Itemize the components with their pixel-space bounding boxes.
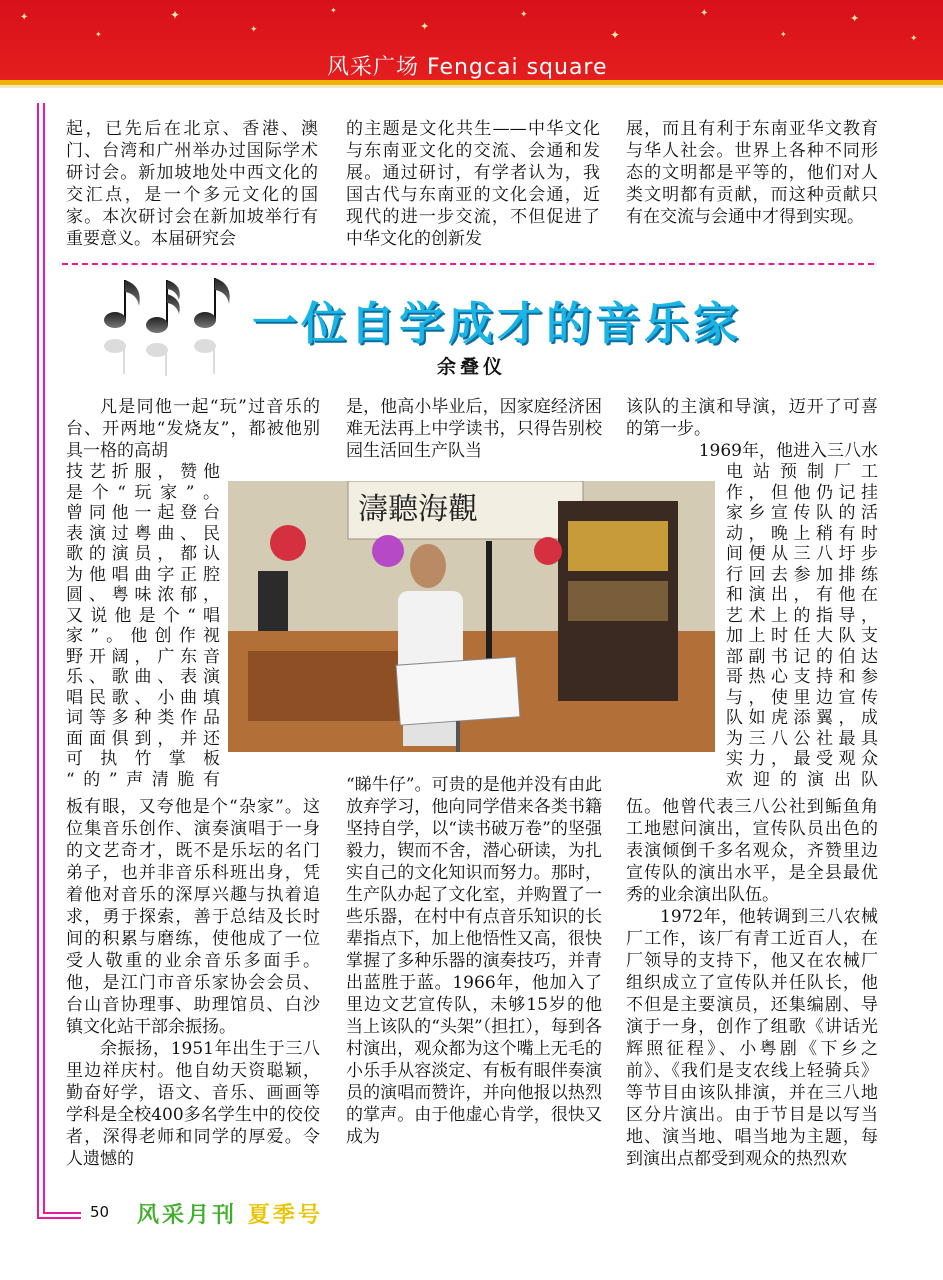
text-line: 技艺折服，赞他 bbox=[66, 462, 220, 482]
star-decoration-icon: ✦ bbox=[700, 8, 709, 19]
text-line: 哥热心支持和参 bbox=[726, 667, 878, 687]
text-line: 曾同他一起登台 bbox=[66, 503, 220, 523]
paragraph: 1972年，他转调到三八农械厂工作，该厂有青工近百人，在厂领导的支持下，他又在农械厂组织成立了宣传队并任队长，他不但是主要演员，还集编剧、导演于一身，创作了组歌《讲话光辉照征程》、小粤剧《下乡之前》、《我们是支农线上轻骑兵》等节目由该队排演，并在三八地区分片演出。由于节目是以写当地、演当地、唱当地为主题，每到演出点都受到观众的热烈欢 bbox=[626, 907, 878, 1169]
text-line: 可执竹掌板 bbox=[66, 749, 220, 769]
magazine-issue: 夏季号 bbox=[247, 1203, 323, 1228]
text-line: 与，使里边宣传 bbox=[726, 687, 878, 708]
magazine-name bbox=[137, 1198, 323, 1229]
text-line: 为他唱曲字正腔 bbox=[66, 564, 220, 585]
paragraph: 1969年，他进入三八水 bbox=[698, 441, 878, 461]
text-line: 和演出，有他在 bbox=[726, 585, 878, 605]
frame-line-left-inner bbox=[43, 103, 45, 1213]
paragraph: 余振扬，1951年出生于三八里边祥庆村。他自幼天资聪颖，勤奋好学，语文、音乐、画画等学科是全校400多名学生中的佼佼者，深得老师和同学的厚爱。令人遗憾的 bbox=[66, 1039, 320, 1169]
text-line: 是个“玩家”。 bbox=[66, 482, 220, 503]
article-column-2-top bbox=[346, 396, 602, 462]
musician-photo-illustration bbox=[228, 481, 715, 752]
text-line: 乐、歌曲、表演 bbox=[66, 667, 220, 687]
header-stripe-light bbox=[0, 85, 943, 88]
magazine-title: 风采月刊 bbox=[137, 1203, 238, 1228]
text-line: 歌的演员，都认 bbox=[66, 544, 220, 564]
article-column-1-bottom bbox=[66, 796, 320, 1170]
star-decoration-icon: ✦ bbox=[20, 12, 29, 23]
section-title: 风采广场 Fengcai square bbox=[327, 55, 608, 80]
star-decoration-icon: ✦ bbox=[610, 28, 621, 42]
header-banner bbox=[0, 0, 943, 80]
article-column-3-wrap bbox=[726, 462, 878, 790]
article-column-1-wrap bbox=[66, 462, 220, 790]
star-decoration-icon: ✦ bbox=[910, 34, 918, 44]
text-line: 队如虎添翼，成 bbox=[726, 708, 878, 728]
text-line: 作，但他仍记挂 bbox=[726, 482, 878, 503]
text-line: 加上时任大队支 bbox=[726, 626, 878, 646]
section-divider bbox=[62, 263, 874, 265]
music-notes-icon bbox=[75, 270, 245, 380]
frame-line-left bbox=[37, 103, 39, 1218]
text-line: 野开阔，广东音 bbox=[66, 646, 220, 667]
star-decoration-icon: ✦ bbox=[250, 25, 258, 35]
paragraph: 是，他高小毕业后，因家庭经济困难无法再上中学读书，只得告别校园生活回生产队当 bbox=[346, 397, 602, 461]
text-line: 家”。他创作视 bbox=[66, 626, 220, 646]
paragraph: 板有眼，又夸他是个“杂家”。这位集音乐创作、演奏演唱于一身的文艺奇才，既不是乐坛的名门弟子，也并非音乐科班出身，凭着他对音乐的深厚兴趣与执着追求，勇于探索，善于总结及长时间的积累与磨练，使他成了一位受人敬重的业余音乐多面手。他，是江门市音乐家协会会员、台山音协理事、助理馆员、白沙镇文化站干部余振扬。 bbox=[66, 797, 320, 1037]
text-line: 欢迎的演出队 bbox=[726, 769, 878, 790]
paragraph: 该队的主演和导演，迈开了可喜的第一步。 bbox=[626, 397, 878, 439]
paragraph: 凡是同他一起“玩”过音乐的台、开两地“发烧友”，都被他别具一格的高胡 bbox=[66, 397, 320, 461]
paragraph: 伍。他曾代表三八公社到鲘鱼角工地慰问演出，宣传队员出色的表演倾倒千多名观众，齐赞里边宣传队的演出水平，是全县最优秀的业余演出队伍。 bbox=[626, 797, 878, 905]
star-decoration-icon: ✦ bbox=[420, 20, 430, 33]
frame-line-bottom-inner bbox=[43, 1212, 81, 1214]
top-column-1 bbox=[66, 118, 318, 250]
article-column-3-top bbox=[626, 396, 878, 462]
star-decoration-icon: ✦ bbox=[95, 30, 102, 39]
text-line: 间便从三八圩步 bbox=[726, 544, 878, 564]
frame-line-bottom bbox=[37, 1217, 81, 1219]
paragraph: 展，而且有利于东南亚华文教育与华人社会。世界上各种不同形态的文明都是平等的，他们对人类文明都有贡献，而这种贡献只有在交流与会通中才得到实现。 bbox=[626, 119, 878, 227]
text-line: 电站预制厂工 bbox=[726, 462, 878, 482]
text-line: “的”声清脆有 bbox=[66, 769, 220, 790]
article-column-2-bottom bbox=[346, 774, 602, 1148]
text-line: 为三八公社最具 bbox=[726, 728, 878, 749]
text-line: 面面俱到，并还 bbox=[66, 728, 220, 749]
star-decoration-icon: ✦ bbox=[780, 30, 787, 39]
text-line: 词等多种类作品 bbox=[66, 708, 220, 728]
text-line: 家乡宣传队的活 bbox=[726, 503, 878, 523]
star-decoration-icon: ✦ bbox=[850, 12, 860, 25]
star-decoration-icon: ✦ bbox=[170, 8, 181, 22]
paragraph: 的主题是文化共生——中华文化与东南亚文化的交流、会通和发展。通过研讨，有学者认为，我国古代与东南亚的文化会通，近现代的进一步交流，不但促进了中华文化的创新发 bbox=[346, 119, 600, 249]
page-number: 50 bbox=[90, 1203, 110, 1221]
article-column-1-top bbox=[66, 396, 320, 462]
text-line: 圆、粤味浓郁， bbox=[66, 585, 220, 605]
article-title: 一位自学成才的音乐家 bbox=[252, 297, 743, 350]
star-decoration-icon: ✦ bbox=[520, 10, 528, 20]
top-column-3 bbox=[626, 118, 878, 228]
text-line: 又说他是个“唱 bbox=[66, 605, 220, 626]
article-column-3-bottom bbox=[626, 796, 878, 1170]
musician-photo bbox=[228, 481, 715, 752]
star-decoration-icon: ✦ bbox=[330, 6, 337, 15]
top-column-2 bbox=[346, 118, 600, 250]
text-line: 唱民歌、小曲填 bbox=[66, 687, 220, 708]
text-line: 艺术上的指导， bbox=[726, 605, 878, 626]
text-line: 动，晚上稍有时 bbox=[726, 523, 878, 544]
text-line: 实力，最受观众 bbox=[726, 749, 878, 769]
paragraph: “睇牛仔”。可贵的是他并没有由此放弃学习，他向同学借来各类书籍坚持自学，以“读书破万卷”的坚强毅力，锲而不舍，潜心研读，为扎实自己的文化知识而努力。那时，生产队办起了文化室，并购置了一些乐器，在村中有点音乐知识的长辈指点下，加上他悟性又高，很快掌握了多种乐器的演奏技巧，并青出蓝胜于蓝。1966年，他加入了里边文艺宣传队，未够15岁的他当上该队的“头架”（担扛），每到各村演出，观众都为这个嘴上无毛的小乐手从容淡定、有板有眼伴奏演员的演唱而赞许，并向他报以热烈的掌声。由于他虚心肯学，很快又成为 bbox=[346, 775, 602, 1147]
article-author: 余叠仪 bbox=[437, 356, 507, 378]
text-line: 部副书记的伯达 bbox=[726, 646, 878, 667]
calligraphy-scroll: 濤聽海觀 bbox=[358, 492, 478, 527]
text-line: 表演过粤曲、民 bbox=[66, 523, 220, 544]
text-line: 行回去参加排练 bbox=[726, 564, 878, 585]
paragraph: 起，已先后在北京、香港、澳门、台湾和广州举办过国际学术研讨会。新加坡地处中西文化的交汇点，是一个多元文化的国家。本次研讨会在新加坡举行有重要意义。本届研究会 bbox=[66, 119, 318, 249]
